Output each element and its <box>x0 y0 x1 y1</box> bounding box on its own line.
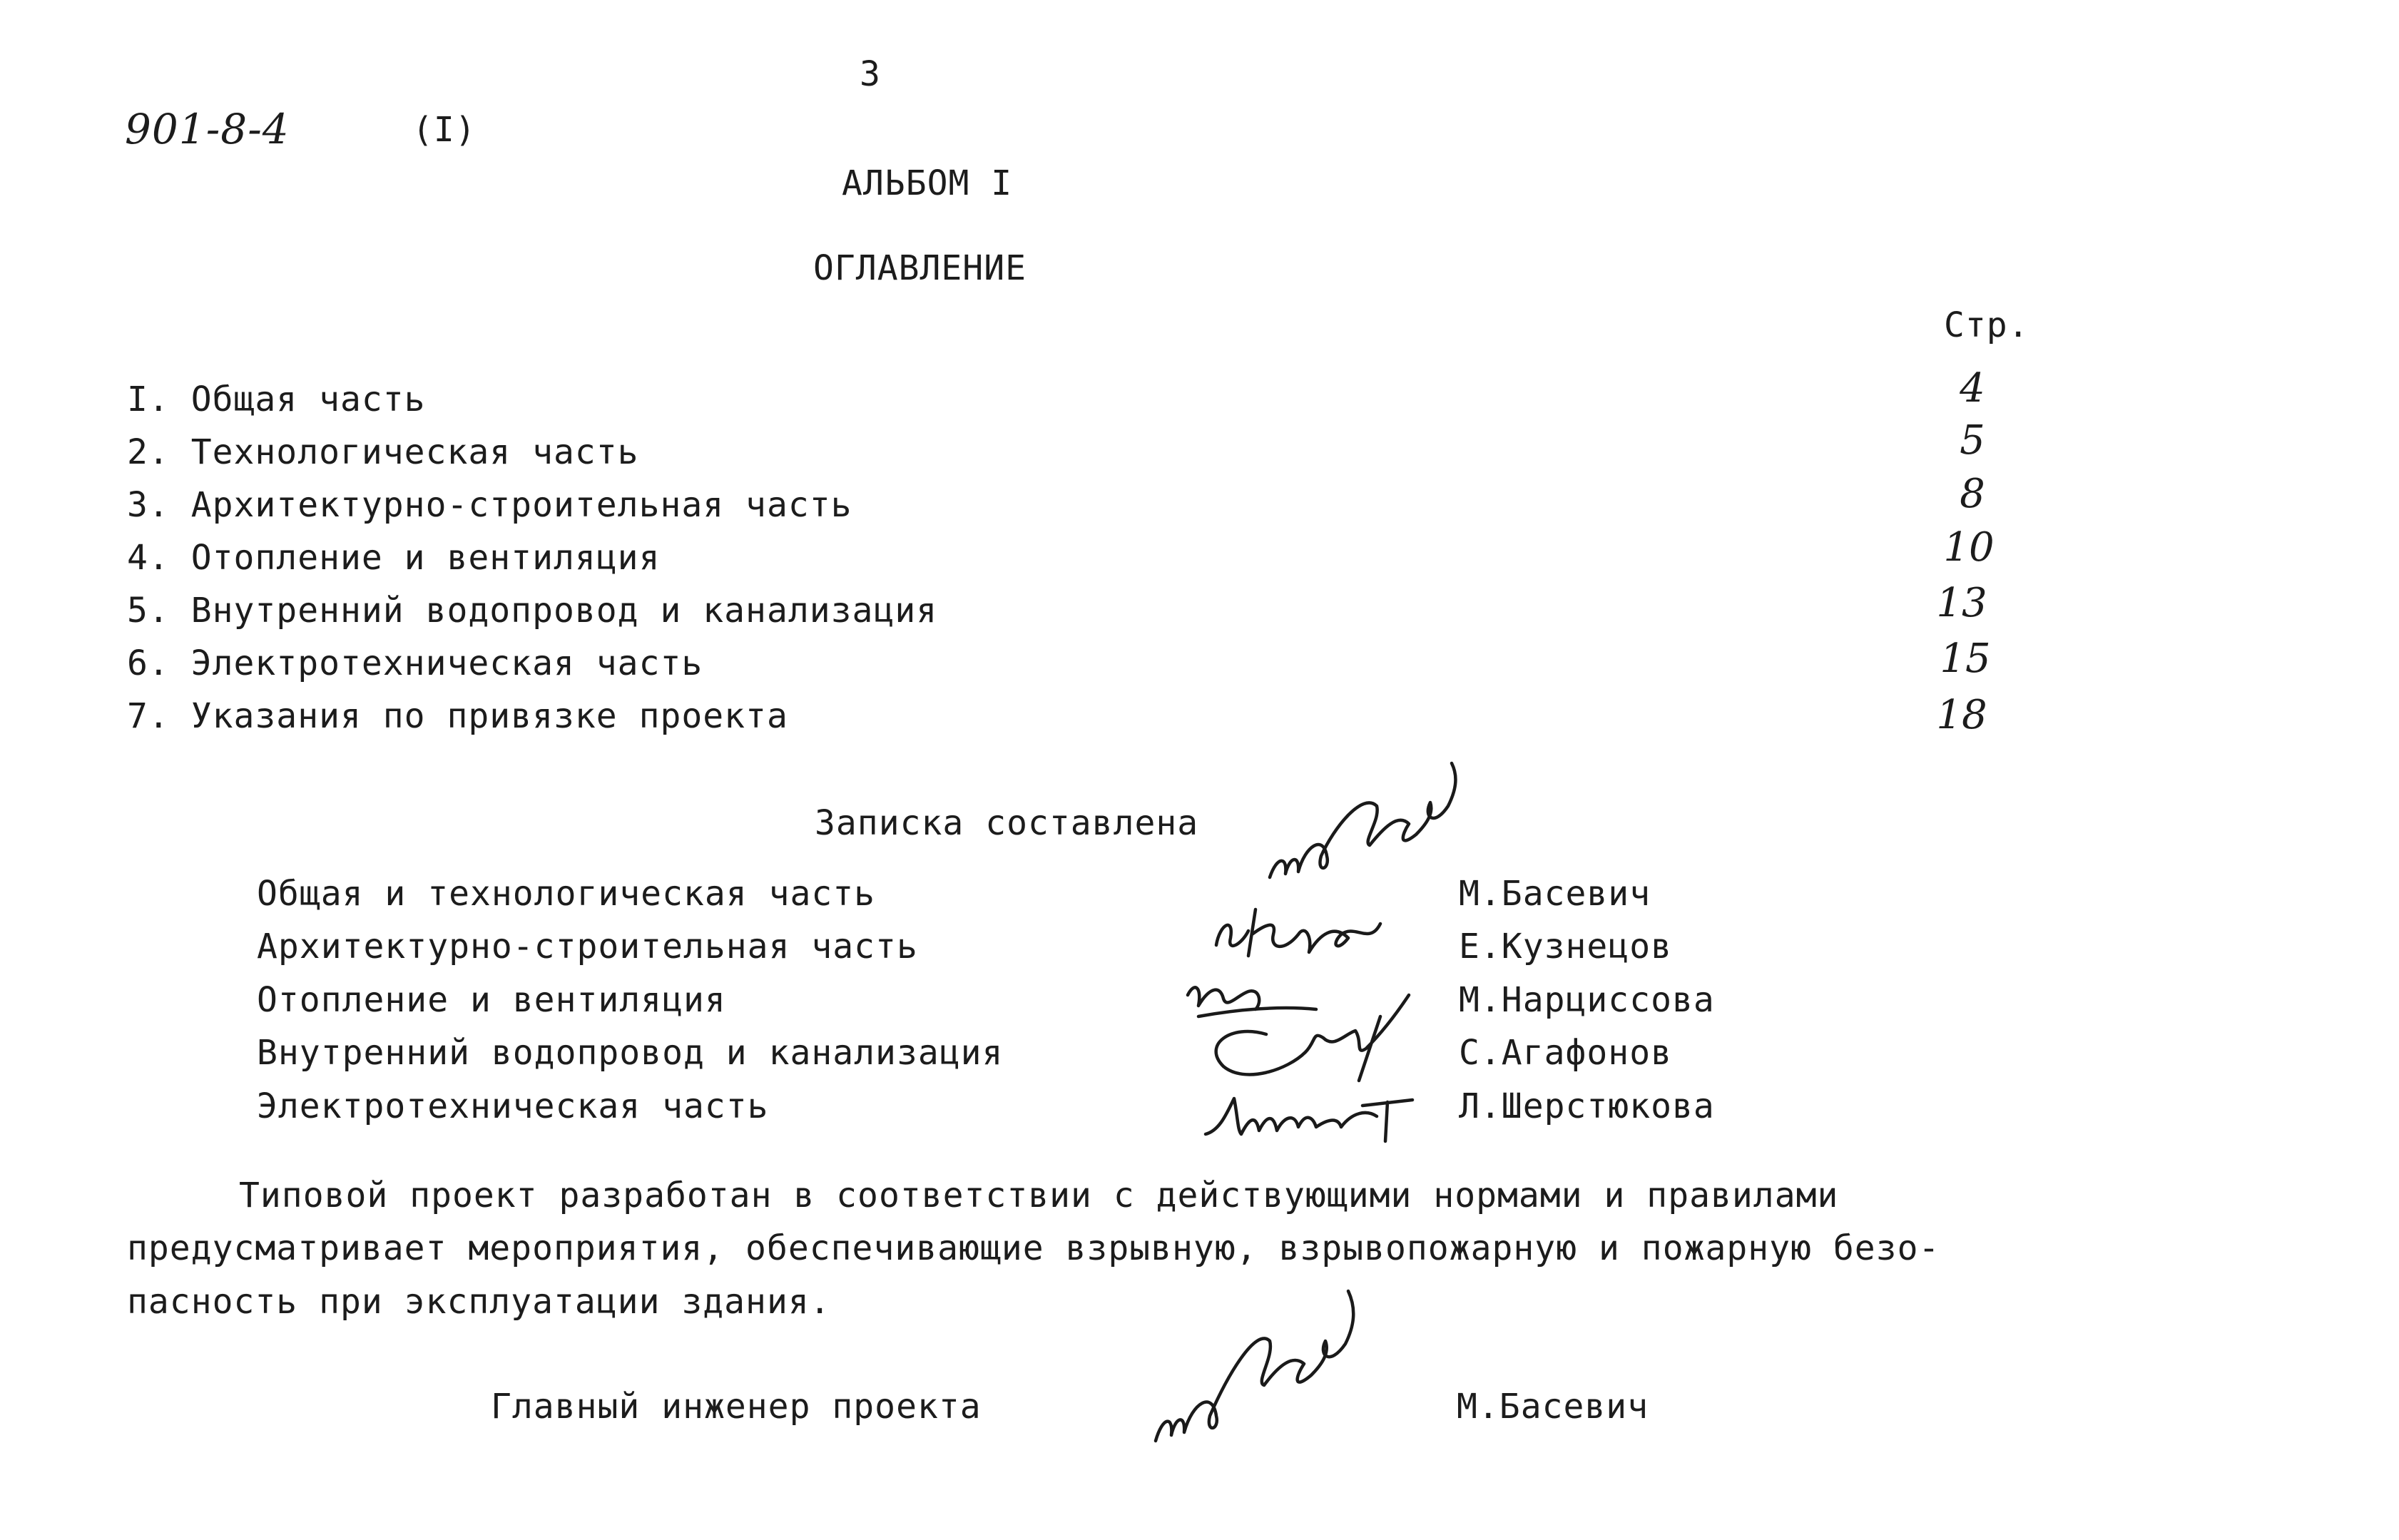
signature-agafonov-nartsissova <box>1181 967 1423 1088</box>
chief-engineer-title: Главный инженер проекта <box>491 1387 982 1427</box>
page-column-label: Стр. <box>1944 305 2029 345</box>
toc-title: ОГЛАВЛЕНИЕ <box>813 248 1027 288</box>
signature-kuznetsov <box>1206 895 1391 974</box>
toc-page-number: 10 <box>1943 524 1995 571</box>
toc-item: 3. Архитектурно-строительная часть <box>127 485 852 525</box>
compiled-section: Электротехническая часть <box>257 1086 769 1126</box>
toc-page-number: 18 <box>1936 692 1987 738</box>
toc-item: 4. Отопление и вентиляция <box>127 538 661 578</box>
album-marker: (I) <box>412 110 477 150</box>
compiled-author: Е.Кузнецов <box>1459 927 1672 967</box>
toc-item: 2. Технологическая часть <box>127 432 639 472</box>
toc-page-number: 4 <box>1960 365 1985 412</box>
compiled-author: С.Агафонов <box>1459 1033 1672 1073</box>
statement-line: пасность при эксплуатации здания. <box>127 1282 831 1322</box>
toc-item: I. Общая часть <box>127 379 426 419</box>
compiled-author: М.Нарциссова <box>1459 980 1715 1020</box>
signature-sherstyukova <box>1198 1084 1427 1148</box>
toc-item: 5. Внутренний водопровод и канализация <box>127 591 938 631</box>
compiled-section: Отопление и вентиляция <box>257 980 726 1020</box>
toc-page-number: 13 <box>1936 580 1987 626</box>
compiled-section: Общая и технологическая часть <box>257 874 876 914</box>
toc-item: 7. Указания по привязке проекта <box>127 696 788 736</box>
signature-chief-engineer <box>1141 1270 1370 1455</box>
toc-page-number: 8 <box>1960 471 1985 517</box>
document-code: 901-8-4 <box>125 105 290 153</box>
album-title: АЛЬБОМ I <box>842 163 1013 203</box>
signature-basevich <box>1255 749 1470 899</box>
compiled-author: М.Басевич <box>1459 874 1651 914</box>
toc-item: 6. Электротехническая часть <box>127 643 703 683</box>
statement-line: предусматривает мероприятия, обеспечивающие взрывную, взрывопожарную и пожарную безо- <box>127 1228 1940 1268</box>
compiled-section: Архитектурно-строительная часть <box>257 927 918 967</box>
statement-line: Типовой проект разработан в соответствии с действующими нормами и правилами <box>239 1176 1839 1215</box>
compiled-by-heading: Записка составлена <box>815 803 1199 843</box>
chief-engineer-name: М.Басевич <box>1457 1387 1649 1427</box>
toc-page-number: 15 <box>1940 636 1991 682</box>
toc-page-number: 5 <box>1960 417 1985 464</box>
page-number: 3 <box>860 54 881 94</box>
compiled-author: Л.Шерстюкова <box>1459 1086 1715 1126</box>
compiled-section: Внутренний водопровод и канализация <box>257 1033 1004 1073</box>
